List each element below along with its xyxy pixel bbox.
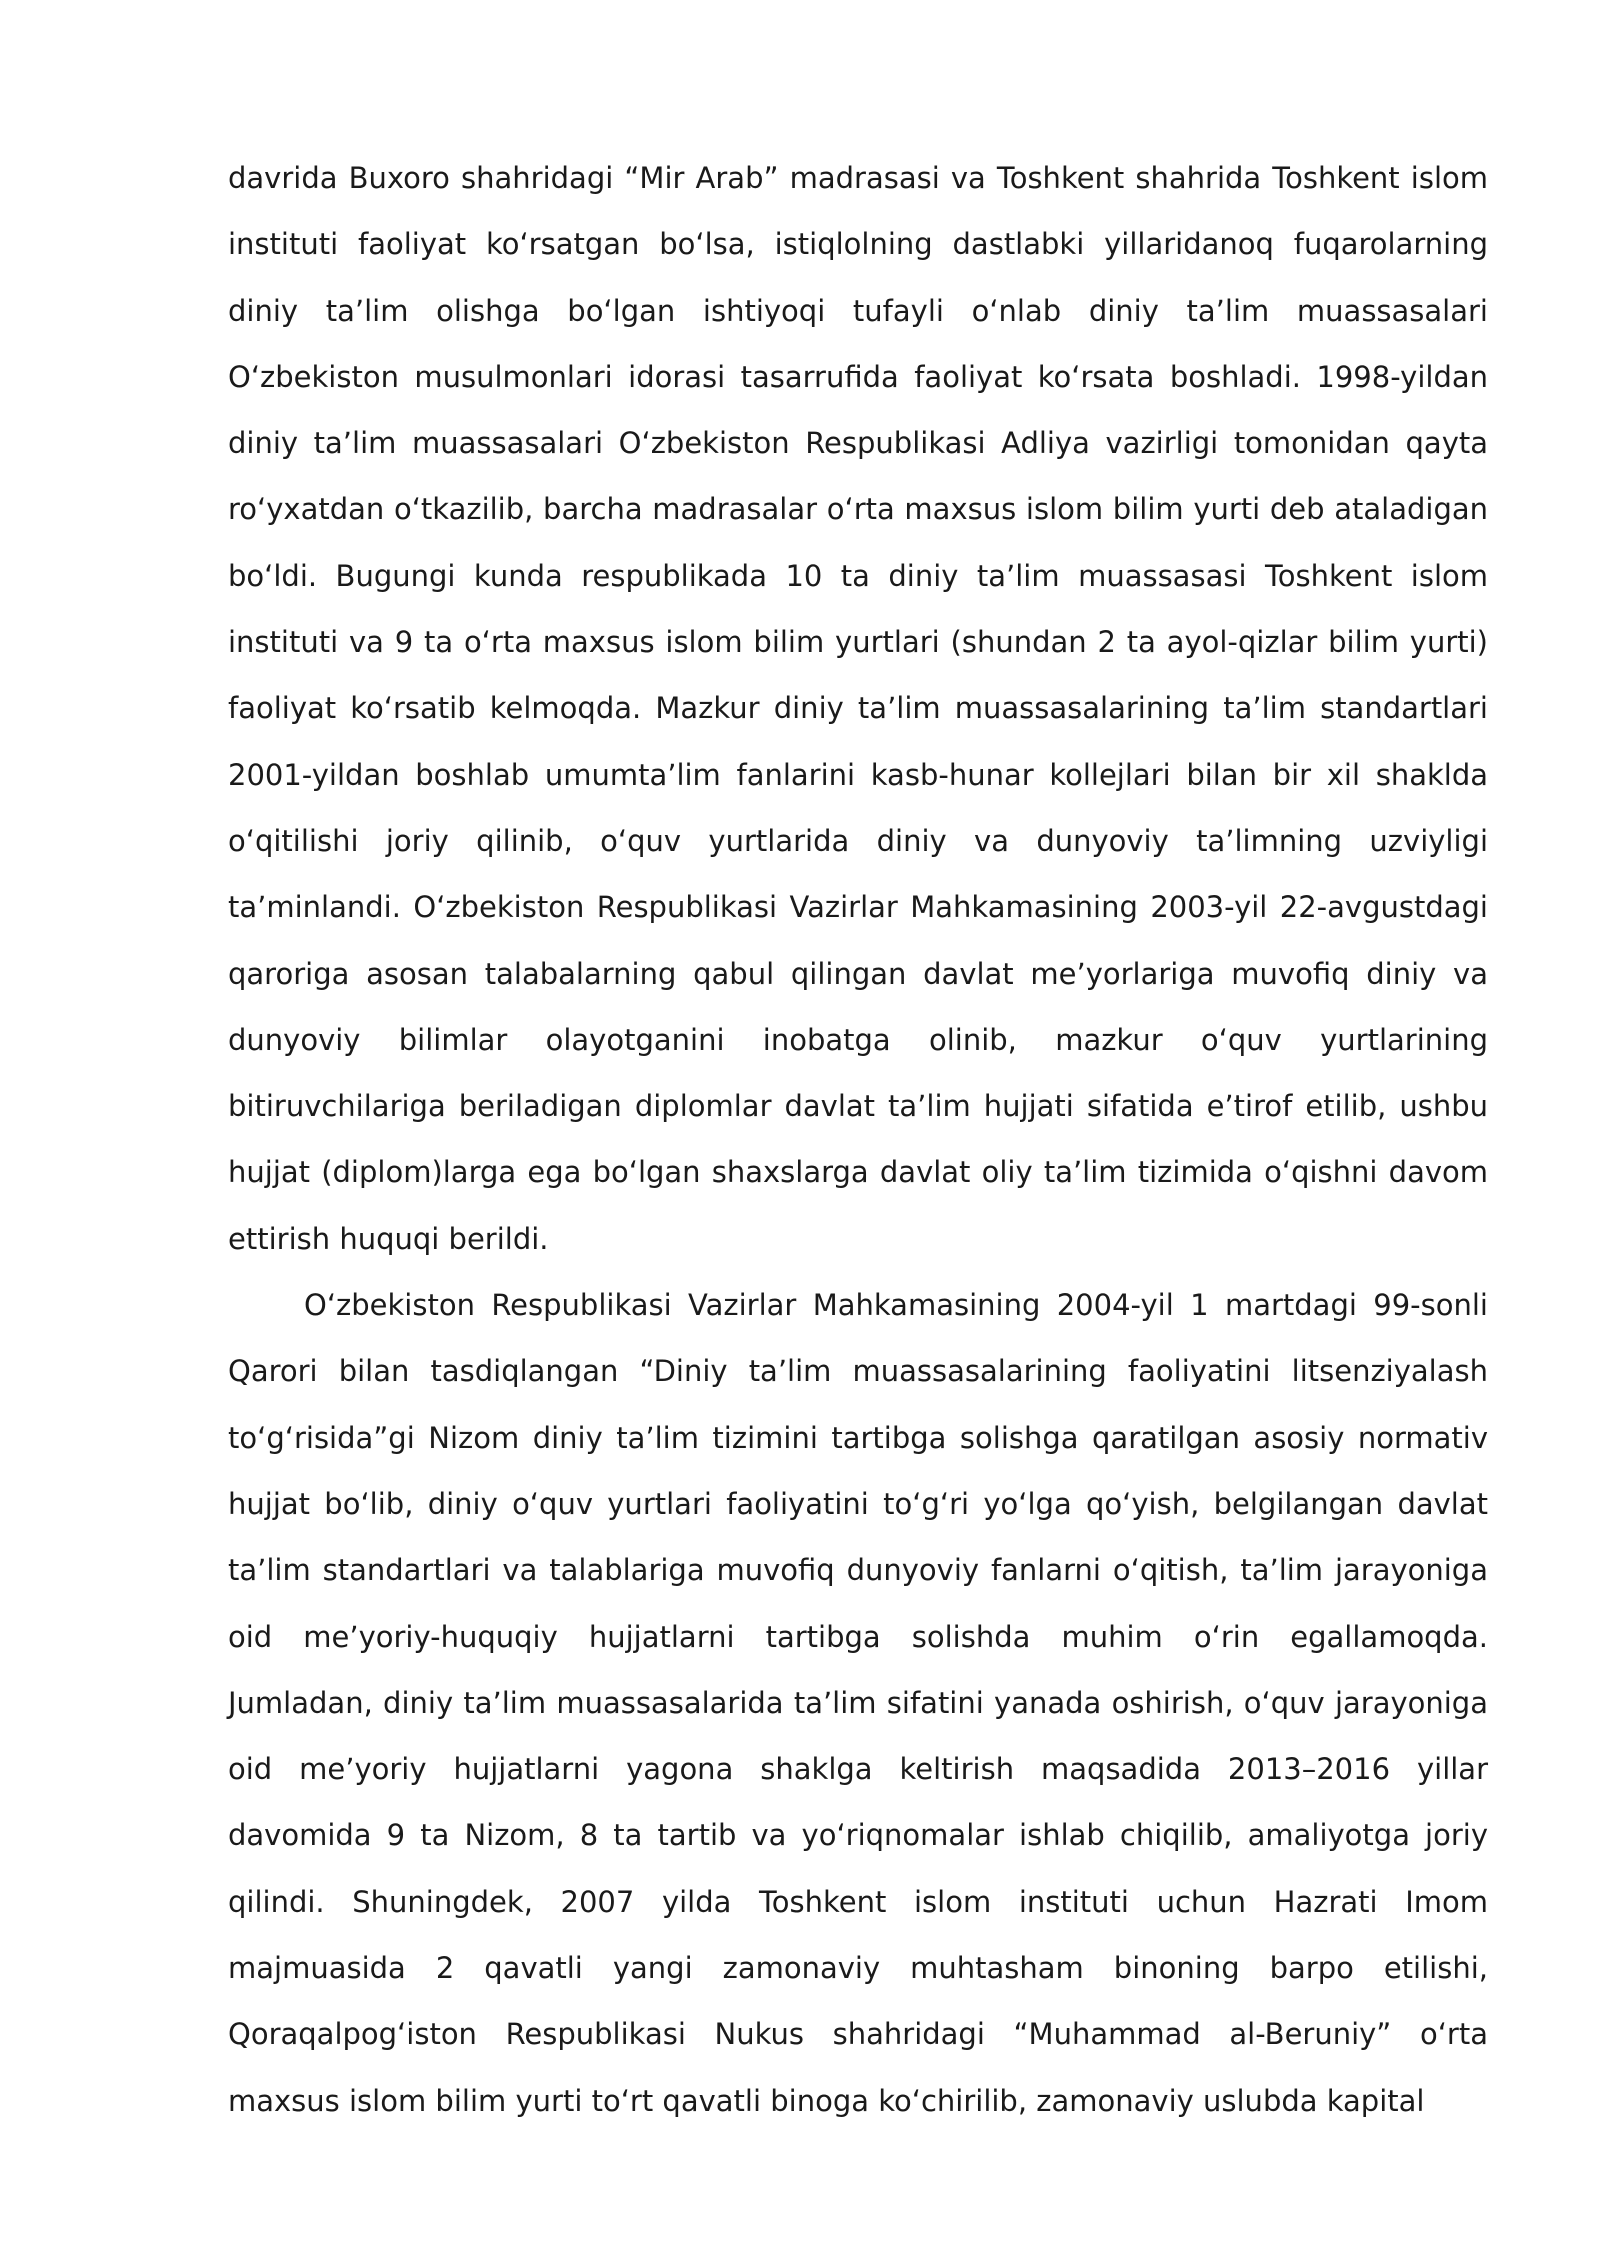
body-paragraph-2: Oʻzbekiston Respublikasi Vazirlar Mahkamasining 2004-yil 1 martdagi 99-sonli Qarori bilan tasdiqlangan “Diniy taʼlim muassasalarining faoliyatini litsenziyalash toʻgʻrisida”gi Nizom diniy taʼlim tizimini tartibga solishga qaratilgan asosiy normativ hujjat boʻlib, diniy oʻquv yurtlari faoliyatini toʻgʻri yoʻlga qoʻyish, belgilangan davlat taʼlim standartlari va talablariga muvofiq dunyoviy fanlarni oʻqitish, taʼlim jarayoniga oid meʼyoriy-huquqiy hujjatlarni tartibga solishda muhim oʻrin egallamoqda. Jumladan, diniy taʼlim muassasalarida taʼlim sifatini yanada oshirish, oʻquv jarayoniga oid meʼyoriy hujjatlarni yagona shaklga keltirish maqsadida 2013–2016 yillar davomida 9 ta Nizom, 8 ta tartib va yoʻriqnomalar ishlab chiqilib, amaliyotga joriy qilindi. Shuningdek, 2007 yilda Toshkent islom instituti uchun Hazrati Imom majmuasida 2 qavatli yangi zamonaviy muhtasham binoning barpo etilishi, Qoraqalpogʻiston Respublikasi Nukus shahridagi “Muhammad al-Beruniy” oʻrta maxsus islom bilim yurti toʻrt qavatli binoga koʻchirilib, zamonaviy uslubda kapital [228, 1288, 1488, 2118]
body-paragraph-1: davrida Buxoro shahridagi “Mir Arab” madrasasi va Toshkent shahrida Toshkent islom instituti faoliyat koʻrsatgan boʻlsa, istiqlolning dastlabki yillaridanoq fuqarolarning diniy taʼlim olishga boʻlgan ishtiyoqi tufayli oʻnlab diniy taʼlim muassasalari Oʻzbekiston musulmonlari idorasi tasarrufida faoliyat koʻrsata boshladi. 1998-yildan diniy taʼlim muassasalari Oʻzbekiston Respublikasi Adliya vazirligi tomonidan qayta roʻyxatdan oʻtkazilib, barcha madrasalar oʻrta maxsus islom bilim yurti deb ataladigan boʻldi. Bugungi kunda respublikada 10 ta diniy taʼlim muassasasi Toshkent islom instituti va 9 ta oʻrta maxsus islom bilim yurtlari (shundan 2 ta ayol-qizlar bilim yurti) faoliyat koʻrsatib kelmoqda. Mazkur diniy taʼlim muassasalarining taʼlim standartlari 2001-yildan boshlab umumtaʼlim fanlarini kasb-hunar kollejlari bilan bir xil shaklda oʻqitilishi joriy qilinib, oʻquv yurtlarida diniy va dunyoviy taʼlimning uzviyligi taʼminlandi. Oʻzbekiston Respublikasi Vazirlar Mahkamasining 2003-yil 22-avgustdagi qaroriga asosan talabalarning qabul qilingan davlat meʼyorlariga muvofiq diniy va dunyoviy bilimlar olayotganini inobatga olinib, mazkur oʻquv yurtlarining bitiruvchilariga beriladigan diplomlar davlat taʼlim hujjati sifatida eʼtirof etilib, ushbu hujjat (diplom)larga ega boʻlgan shaxslarga davlat oliy taʼlim tizimida oʻqishni davom ettirish huquqi berildi. [228, 161, 1488, 1256]
document-page [228, 145, 1488, 2134]
